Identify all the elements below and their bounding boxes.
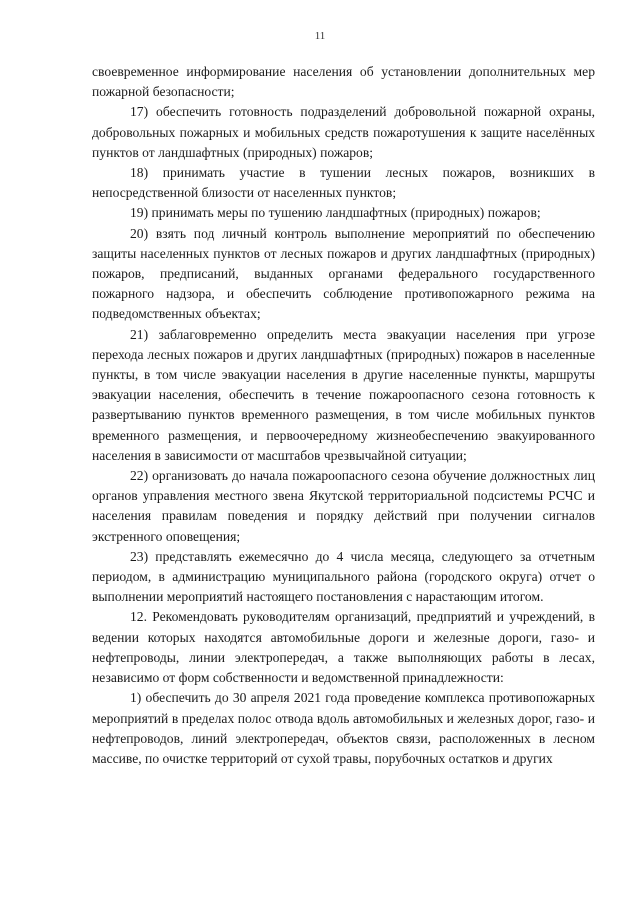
- page-number: 11: [314, 30, 326, 42]
- paragraph-item-18: 18) принимать участие в тушении лесных пожаров, возникших в непосредственной близости от населенных пунктов;: [92, 165, 595, 201]
- paragraph-item-17: 17) обеспечить готовность подразделений добровольной пожарной охраны, добровольных пожарных и мобильных средств пожаротушения к защите населённых пунктов от ландшафтных (природных) пожаров;: [92, 104, 595, 160]
- paragraph-item-19: 19) принимать меры по тушению ландшафтных (природных) пожаров;: [130, 205, 541, 221]
- document-body: [92, 62, 595, 769]
- paragraph-section-12-item-1: 1) обеспечить до 30 апреля 2021 года проведение комплекса противопожарных мероприятий в пределах полос отвода вдоль автомобильных и железных дорог, газо- и нефтепроводов, линий электропередач, объектов связи, расположенных в лесном массиве, по очистке территорий от сухой травы, порубочных остатков и других: [92, 690, 595, 766]
- paragraph-item-23: 23) представлять ежемесячно до 4 числа месяца, следующего за отчетным периодом, в администрацию муниципального района (городского округа) отчет о выполнении мероприятий настоящего постановления с нарастающим итогом.: [92, 548, 595, 605]
- paragraph-item-22: 22) организовать до начала пожароопасного сезона обучение должностных лиц органов управления местного звена Якутской территориальной подсистемы РСЧС и населения правилам поведения и порядку действий при получении сигналов экстренного оповещения;: [92, 468, 595, 544]
- paragraph-section-12: 12. Рекомендовать руководителям организаций, предприятий и учреждений, в ведении которых находятся автомобильные дороги и железные дороги, газо- и нефтепроводы, линии электропередач, а также выполняющих работы в лесах, независимо от форм собственности и ведомственной принадлежности:: [92, 609, 595, 686]
- paragraph-continuation: своевременное информирование населения об установлении дополнительных мер пожарной безопасности;: [92, 64, 595, 100]
- paragraph-item-21: 21) заблаговременно определить места эвакуации населения при угрозе перехода лесных пожаров и других ландшафтных (природных) пожаров в населенные пункты, в том числе эвакуации населения в другие населенные пункты, маршруты эвакуации населения, обеспечить в течение пожароопасного сезона готовность к развертыванию пунктов временного размещения, в том числе мобильных пунктов временного размещения, и первоочередному жизнеобеспечению эвакуированного населения в зависимости от масштабов чрезвычайной ситуации;: [92, 326, 595, 463]
- paragraph-item-20: 20) взять под личный контроль выполнение мероприятий по обеспечению защиты населенных пунктов от лесных пожаров и других ландшафтных (природных) пожаров, предписаний, выданных органами федерального государственного пожарного надзора, и обеспечить соблюдение противопожарного режима на подведомственных объектах;: [92, 225, 595, 322]
